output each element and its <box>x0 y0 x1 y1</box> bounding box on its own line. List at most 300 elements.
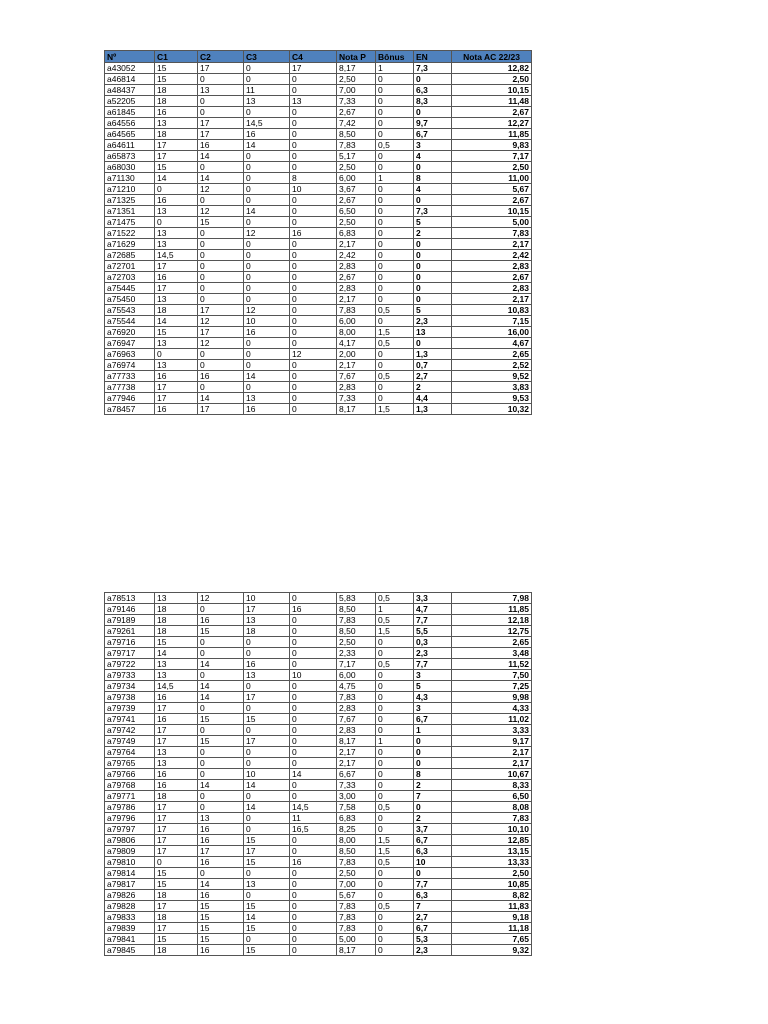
cell-en: 7,7 <box>414 615 452 626</box>
cell-c4: 0 <box>290 371 337 382</box>
cell-c1: 16 <box>155 404 198 415</box>
cell-en: 7,3 <box>414 63 452 74</box>
cell-c4: 0 <box>290 195 337 206</box>
cell-bonus: 0 <box>376 74 414 85</box>
cell-c3: 0 <box>244 217 290 228</box>
table-body <box>105 63 532 415</box>
cell-nota-ac: 12,27 <box>452 118 532 129</box>
table-row <box>105 659 532 670</box>
cell-c2: 0 <box>198 802 244 813</box>
cell-nota-p: 8,17 <box>337 404 376 415</box>
cell-c2: 17 <box>198 63 244 74</box>
cell-c2: 12 <box>198 206 244 217</box>
cell-id: a78513 <box>105 593 155 604</box>
cell-c4: 0 <box>290 382 337 393</box>
cell-nota-ac: 9,17 <box>452 736 532 747</box>
cell-id: a79765 <box>105 758 155 769</box>
cell-nota-p: 7,83 <box>337 923 376 934</box>
table-row <box>105 151 532 162</box>
cell-en: 2,3 <box>414 316 452 327</box>
cell-c3: 0 <box>244 648 290 659</box>
cell-en: 0 <box>414 758 452 769</box>
cell-c1: 0 <box>155 857 198 868</box>
cell-nota-ac: 3,33 <box>452 725 532 736</box>
cell-c4: 0 <box>290 835 337 846</box>
cell-nota-ac: 2,42 <box>452 250 532 261</box>
cell-c4: 8 <box>290 173 337 184</box>
cell-nota-ac: 2,17 <box>452 294 532 305</box>
cell-nota-ac: 2,65 <box>452 637 532 648</box>
cell-en: 0 <box>414 294 452 305</box>
cell-en: 6,3 <box>414 85 452 96</box>
cell-c1: 18 <box>155 85 198 96</box>
cell-id: a72685 <box>105 250 155 261</box>
cell-c4: 0 <box>290 912 337 923</box>
cell-nota-p: 6,00 <box>337 670 376 681</box>
cell-c2: 14 <box>198 151 244 162</box>
cell-id: a76974 <box>105 360 155 371</box>
table-row <box>105 294 532 305</box>
cell-c2: 17 <box>198 118 244 129</box>
cell-c1: 0 <box>155 217 198 228</box>
cell-c2: 14 <box>198 879 244 890</box>
cell-c3: 0 <box>244 272 290 283</box>
cell-bonus: 0 <box>376 206 414 217</box>
header-row <box>105 51 532 63</box>
cell-id: a79841 <box>105 934 155 945</box>
cell-c1: 18 <box>155 890 198 901</box>
cell-c2: 0 <box>198 261 244 272</box>
cell-bonus: 0 <box>376 261 414 272</box>
cell-bonus: 0 <box>376 85 414 96</box>
cell-c2: 15 <box>198 901 244 912</box>
cell-en: 0 <box>414 868 452 879</box>
cell-c1: 15 <box>155 74 198 85</box>
cell-c1: 14 <box>155 173 198 184</box>
cell-id: a43052 <box>105 63 155 74</box>
cell-c2: 16 <box>198 835 244 846</box>
cell-c4: 0 <box>290 129 337 140</box>
cell-nota-p: 2,33 <box>337 648 376 659</box>
cell-id: a79833 <box>105 912 155 923</box>
header-c4: C4 <box>290 51 337 63</box>
grades-table-1 <box>104 50 532 415</box>
cell-nota-ac: 7,25 <box>452 681 532 692</box>
cell-c3: 17 <box>244 604 290 615</box>
cell-nota-p: 7,83 <box>337 912 376 923</box>
cell-c4: 0 <box>290 747 337 758</box>
header-c1: C1 <box>155 51 198 63</box>
cell-c1: 17 <box>155 736 198 747</box>
cell-c1: 17 <box>155 382 198 393</box>
cell-c1: 15 <box>155 637 198 648</box>
table-row <box>105 63 532 74</box>
cell-c3: 14,5 <box>244 118 290 129</box>
cell-c1: 13 <box>155 593 198 604</box>
cell-c2: 15 <box>198 923 244 934</box>
cell-c2: 17 <box>198 846 244 857</box>
cell-en: 2 <box>414 228 452 239</box>
cell-nota-ac: 8,82 <box>452 890 532 901</box>
cell-c2: 0 <box>198 96 244 107</box>
cell-c3: 14 <box>244 802 290 813</box>
cell-c1: 0 <box>155 184 198 195</box>
cell-bonus: 0 <box>376 162 414 173</box>
cell-nota-p: 6,50 <box>337 206 376 217</box>
cell-nota-p: 6,83 <box>337 228 376 239</box>
cell-id: a79771 <box>105 791 155 802</box>
cell-c1: 18 <box>155 791 198 802</box>
cell-nota-p: 2,83 <box>337 261 376 272</box>
cell-nota-p: 8,00 <box>337 835 376 846</box>
cell-bonus: 0,5 <box>376 802 414 813</box>
cell-en: 3,3 <box>414 593 452 604</box>
cell-c4: 17 <box>290 63 337 74</box>
cell-nota-ac: 2,67 <box>452 195 532 206</box>
cell-c2: 0 <box>198 360 244 371</box>
cell-bonus: 0 <box>376 316 414 327</box>
cell-bonus: 0 <box>376 393 414 404</box>
cell-c1: 13 <box>155 294 198 305</box>
table-row <box>105 382 532 393</box>
cell-nota-ac: 11,00 <box>452 173 532 184</box>
table-row <box>105 184 532 195</box>
cell-c3: 14 <box>244 371 290 382</box>
cell-bonus: 0 <box>376 890 414 901</box>
table-row <box>105 648 532 659</box>
cell-id: a79749 <box>105 736 155 747</box>
cell-c3: 0 <box>244 382 290 393</box>
cell-nota-p: 2,50 <box>337 74 376 85</box>
cell-en: 0 <box>414 195 452 206</box>
cell-c2: 0 <box>198 349 244 360</box>
cell-id: a79742 <box>105 725 155 736</box>
cell-c2: 0 <box>198 162 244 173</box>
cell-c1: 17 <box>155 283 198 294</box>
table-row <box>105 404 532 415</box>
cell-en: 2,3 <box>414 648 452 659</box>
cell-id: a79817 <box>105 879 155 890</box>
cell-nota-ac: 10,83 <box>452 305 532 316</box>
cell-c4: 0 <box>290 637 337 648</box>
cell-en: 6,7 <box>414 129 452 140</box>
cell-c2: 13 <box>198 85 244 96</box>
cell-id: a79717 <box>105 648 155 659</box>
cell-en: 6,7 <box>414 923 452 934</box>
cell-en: 0 <box>414 107 452 118</box>
cell-c1: 17 <box>155 151 198 162</box>
table-row <box>105 835 532 846</box>
cell-c1: 17 <box>155 923 198 934</box>
cell-bonus: 0,5 <box>376 857 414 868</box>
cell-c2: 12 <box>198 338 244 349</box>
cell-id: a79716 <box>105 637 155 648</box>
table-row <box>105 736 532 747</box>
cell-c4: 10 <box>290 670 337 681</box>
cell-id: a79146 <box>105 604 155 615</box>
cell-c4: 0 <box>290 923 337 934</box>
cell-c2: 14 <box>198 780 244 791</box>
cell-c3: 15 <box>244 923 290 934</box>
cell-id: a72703 <box>105 272 155 283</box>
cell-id: a79764 <box>105 747 155 758</box>
cell-bonus: 0 <box>376 769 414 780</box>
cell-c1: 16 <box>155 769 198 780</box>
cell-c4: 16 <box>290 228 337 239</box>
cell-c1: 13 <box>155 338 198 349</box>
cell-id: a79734 <box>105 681 155 692</box>
cell-id: a72701 <box>105 261 155 272</box>
cell-id: a52205 <box>105 96 155 107</box>
cell-c3: 0 <box>244 338 290 349</box>
cell-nota-p: 8,50 <box>337 846 376 857</box>
cell-bonus: 0 <box>376 879 414 890</box>
table-row <box>105 107 532 118</box>
cell-c3: 0 <box>244 283 290 294</box>
cell-id: a65873 <box>105 151 155 162</box>
table-row <box>105 393 532 404</box>
cell-c2: 0 <box>198 239 244 250</box>
table-header <box>105 51 532 63</box>
cell-c1: 15 <box>155 934 198 945</box>
cell-id: a71629 <box>105 239 155 250</box>
cell-nota-ac: 11,85 <box>452 604 532 615</box>
cell-en: 7,3 <box>414 206 452 217</box>
cell-nota-ac: 13,15 <box>452 846 532 857</box>
cell-en: 0 <box>414 74 452 85</box>
table-row <box>105 912 532 923</box>
table-row <box>105 338 532 349</box>
cell-en: 10 <box>414 857 452 868</box>
cell-c2: 15 <box>198 714 244 725</box>
cell-bonus: 1,5 <box>376 327 414 338</box>
cell-id: a46814 <box>105 74 155 85</box>
cell-bonus: 0 <box>376 96 414 107</box>
cell-c2: 0 <box>198 747 244 758</box>
cell-c4: 0 <box>290 901 337 912</box>
cell-c4: 0 <box>290 294 337 305</box>
cell-nota-ac: 6,50 <box>452 791 532 802</box>
cell-nota-ac: 10,10 <box>452 824 532 835</box>
cell-id: a79809 <box>105 846 155 857</box>
header-nota-p: Nota P <box>337 51 376 63</box>
cell-c2: 12 <box>198 184 244 195</box>
cell-c1: 18 <box>155 945 198 956</box>
cell-c3: 13 <box>244 670 290 681</box>
cell-c3: 16 <box>244 129 290 140</box>
cell-c3: 14 <box>244 140 290 151</box>
cell-nota-p: 7,58 <box>337 802 376 813</box>
cell-c3: 14 <box>244 206 290 217</box>
cell-c4: 13 <box>290 96 337 107</box>
cell-c2: 17 <box>198 305 244 316</box>
cell-nota-p: 8,50 <box>337 604 376 615</box>
cell-bonus: 0 <box>376 868 414 879</box>
cell-nota-p: 6,00 <box>337 316 376 327</box>
table-row <box>105 714 532 725</box>
cell-c3: 14 <box>244 780 290 791</box>
cell-c3: 0 <box>244 250 290 261</box>
table-body <box>105 593 532 956</box>
cell-en: 0,7 <box>414 360 452 371</box>
cell-c1: 13 <box>155 239 198 250</box>
cell-nota-p: 7,83 <box>337 692 376 703</box>
cell-c1: 13 <box>155 747 198 758</box>
table-row <box>105 305 532 316</box>
table-row <box>105 769 532 780</box>
cell-en: 2,7 <box>414 371 452 382</box>
cell-nota-p: 2,50 <box>337 868 376 879</box>
cell-nota-ac: 3,48 <box>452 648 532 659</box>
cell-bonus: 0 <box>376 151 414 162</box>
cell-nota-ac: 11,83 <box>452 901 532 912</box>
cell-bonus: 0 <box>376 791 414 802</box>
cell-nota-p: 2,50 <box>337 637 376 648</box>
cell-c1: 13 <box>155 360 198 371</box>
cell-c1: 14,5 <box>155 681 198 692</box>
cell-c2: 0 <box>198 868 244 879</box>
cell-nota-p: 3,00 <box>337 791 376 802</box>
cell-nota-p: 2,50 <box>337 162 376 173</box>
cell-c2: 0 <box>198 648 244 659</box>
cell-c2: 13 <box>198 813 244 824</box>
cell-c4: 0 <box>290 703 337 714</box>
cell-c2: 0 <box>198 294 244 305</box>
cell-c3: 17 <box>244 846 290 857</box>
cell-bonus: 0 <box>376 637 414 648</box>
cell-c4: 0 <box>290 327 337 338</box>
cell-nota-ac: 2,50 <box>452 162 532 173</box>
cell-c3: 0 <box>244 758 290 769</box>
cell-nota-ac: 8,33 <box>452 780 532 791</box>
cell-c2: 0 <box>198 791 244 802</box>
cell-id: a75543 <box>105 305 155 316</box>
table-row <box>105 879 532 890</box>
cell-bonus: 0,5 <box>376 140 414 151</box>
cell-nota-p: 2,83 <box>337 725 376 736</box>
cell-id: a75450 <box>105 294 155 305</box>
table-row <box>105 217 532 228</box>
cell-id: a77738 <box>105 382 155 393</box>
cell-nota-ac: 12,85 <box>452 835 532 846</box>
cell-nota-p: 7,83 <box>337 901 376 912</box>
cell-en: 6,3 <box>414 890 452 901</box>
cell-c1: 16 <box>155 780 198 791</box>
cell-id: a71475 <box>105 217 155 228</box>
cell-nota-p: 7,83 <box>337 305 376 316</box>
cell-c1: 14 <box>155 648 198 659</box>
cell-nota-p: 7,33 <box>337 96 376 107</box>
cell-nota-ac: 7,83 <box>452 228 532 239</box>
table-row <box>105 615 532 626</box>
cell-c1: 18 <box>155 615 198 626</box>
cell-nota-p: 2,17 <box>337 747 376 758</box>
cell-c1: 15 <box>155 327 198 338</box>
cell-c4: 0 <box>290 404 337 415</box>
cell-c3: 0 <box>244 813 290 824</box>
cell-en: 0 <box>414 250 452 261</box>
cell-bonus: 1 <box>376 63 414 74</box>
cell-c4: 0 <box>290 261 337 272</box>
cell-id: a71325 <box>105 195 155 206</box>
cell-en: 4,4 <box>414 393 452 404</box>
cell-en: 0 <box>414 747 452 758</box>
table-row <box>105 96 532 107</box>
table-row <box>105 316 532 327</box>
cell-c2: 12 <box>198 316 244 327</box>
table-row <box>105 725 532 736</box>
cell-nota-p: 7,00 <box>337 879 376 890</box>
cell-nota-p: 7,67 <box>337 371 376 382</box>
cell-c4: 0 <box>290 791 337 802</box>
cell-c3: 15 <box>244 714 290 725</box>
cell-bonus: 0 <box>376 250 414 261</box>
cell-en: 4 <box>414 151 452 162</box>
cell-bonus: 0 <box>376 813 414 824</box>
cell-id: a76947 <box>105 338 155 349</box>
table-row <box>105 129 532 140</box>
cell-en: 0 <box>414 283 452 294</box>
cell-c4: 16,5 <box>290 824 337 835</box>
cell-c1: 13 <box>155 670 198 681</box>
cell-nota-ac: 7,15 <box>452 316 532 327</box>
grades-table-2 <box>104 592 532 956</box>
cell-c4: 0 <box>290 283 337 294</box>
table-row <box>105 945 532 956</box>
cell-c3: 13 <box>244 615 290 626</box>
cell-bonus: 0 <box>376 934 414 945</box>
cell-c1: 13 <box>155 206 198 217</box>
cell-c3: 0 <box>244 74 290 85</box>
cell-c4: 14 <box>290 769 337 780</box>
cell-bonus: 0,5 <box>376 901 414 912</box>
cell-nota-p: 7,17 <box>337 659 376 670</box>
cell-en: 9,7 <box>414 118 452 129</box>
cell-nota-ac: 2,50 <box>452 74 532 85</box>
cell-c2: 15 <box>198 626 244 637</box>
cell-bonus: 0,5 <box>376 593 414 604</box>
cell-bonus: 0 <box>376 272 414 283</box>
cell-en: 7 <box>414 901 452 912</box>
cell-c4: 16 <box>290 604 337 615</box>
cell-c1: 17 <box>155 824 198 835</box>
cell-c3: 15 <box>244 901 290 912</box>
cell-nota-ac: 2,67 <box>452 107 532 118</box>
cell-c4: 0 <box>290 615 337 626</box>
cell-nota-p: 4,75 <box>337 681 376 692</box>
cell-c1: 17 <box>155 846 198 857</box>
table-row <box>105 758 532 769</box>
cell-c4: 0 <box>290 890 337 901</box>
cell-en: 6,7 <box>414 835 452 846</box>
cell-c3: 0 <box>244 791 290 802</box>
table-row <box>105 140 532 151</box>
cell-id: a79797 <box>105 824 155 835</box>
cell-bonus: 0 <box>376 239 414 250</box>
cell-nota-p: 8,50 <box>337 626 376 637</box>
cell-c1: 16 <box>155 371 198 382</box>
cell-bonus: 1 <box>376 173 414 184</box>
table-row <box>105 118 532 129</box>
cell-nota-p: 5,67 <box>337 890 376 901</box>
cell-c3: 0 <box>244 173 290 184</box>
cell-en: 3 <box>414 670 452 681</box>
cell-nota-ac: 7,65 <box>452 934 532 945</box>
table-row <box>105 692 532 703</box>
cell-en: 13 <box>414 327 452 338</box>
cell-c2: 0 <box>198 382 244 393</box>
header-bonus: Bônus <box>376 51 414 63</box>
